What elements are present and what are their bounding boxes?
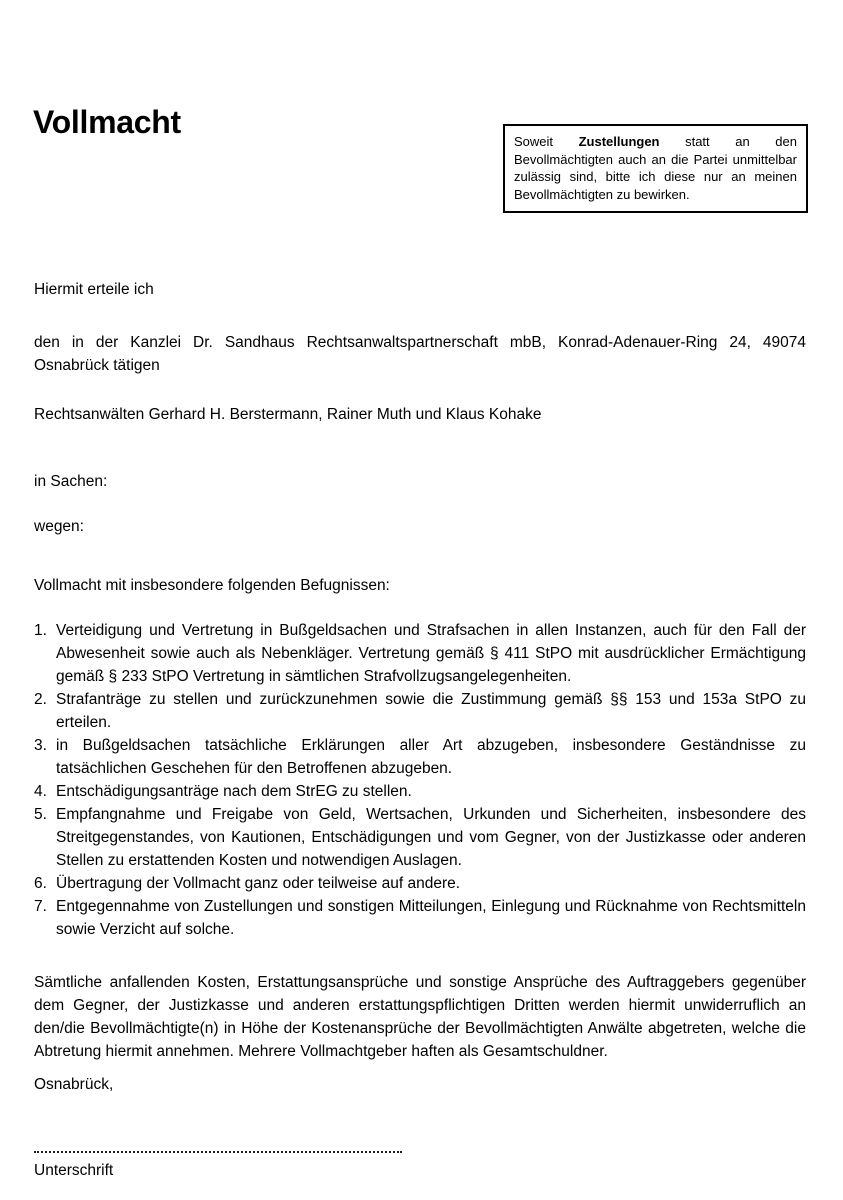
power-item bbox=[34, 688, 806, 734]
power-item bbox=[34, 619, 806, 688]
intro-line: Hiermit erteile ich bbox=[34, 281, 154, 298]
power-item-number: 3. bbox=[34, 737, 47, 754]
spacer bbox=[34, 426, 806, 470]
power-item-text: Strafanträge zu stellen und zurückzunehmen sowie die Zustimmung gemäß §§ 153 und 153a StPO zu erteilen. bbox=[56, 691, 806, 731]
spacer bbox=[34, 597, 806, 619]
spacer bbox=[34, 493, 806, 515]
power-item-text: Verteidigung und Vertretung in Bußgeldsachen und Strafsachen in allen Instanzen, auch für den Fall der Abwesenheit sowie auch als Nebenkläger. Vertretung gemäß § 411 StPO mit ausdrücklicher Ermächtigung gemäß § 233 StPO Vertretung in sämtlichen Strafvollzugsangelegenheiten. bbox=[56, 622, 806, 685]
power-item-text: Entschädigungsanträge nach dem StrEG zu stellen. bbox=[56, 783, 412, 800]
notice-prefix: Soweit bbox=[514, 134, 579, 149]
document-body bbox=[34, 278, 806, 1063]
powers-list bbox=[34, 619, 806, 941]
power-item-text: Übertragung der Vollmacht ganz oder teilweise auf andere. bbox=[56, 875, 461, 892]
page-title: Vollmacht bbox=[33, 104, 181, 141]
power-item-number: 6. bbox=[34, 875, 47, 892]
power-item-number: 1. bbox=[34, 622, 47, 639]
spacer bbox=[34, 377, 806, 403]
firm-address-line: den in der Kanzlei Dr. Sandhaus Rechtsanwaltspartnerschaft mbB, Konrad-Adenauer-Ring 24, 49074 Osnabrück tätigen bbox=[34, 334, 806, 374]
notice-emphasis: Zustellungen bbox=[578, 134, 660, 149]
spacer bbox=[34, 301, 806, 331]
signature-line bbox=[34, 1151, 402, 1153]
reason-label: wegen: bbox=[34, 518, 84, 535]
signature-city-line: Osnabrück, bbox=[34, 1076, 114, 1093]
power-item-number: 2. bbox=[34, 691, 47, 708]
matter-label: in Sachen: bbox=[34, 473, 108, 490]
spacer bbox=[34, 941, 806, 971]
power-item-text: Entgegennahme von Zustellungen und sonstigen Mitteilungen, Einlegung und Rücknahme von Rechtsmitteln sowie Verzicht auf solche. bbox=[56, 898, 806, 938]
power-item bbox=[34, 780, 806, 803]
power-item-text: Empfangnahme und Freigabe von Geld, Wertsachen, Urkunden und Sicherheiten, insbesondere des Streitgegenstandes, von Kautionen, Entschädigungen und vom Gegner, von der Justizkasse oder anderen Stellen zu erstattenden Kosten und notwendigen Auslagen. bbox=[56, 806, 806, 869]
zustellungen-notice-box bbox=[503, 124, 808, 213]
power-item-number: 5. bbox=[34, 806, 47, 823]
lawyers-line: Rechtsanwälten Gerhard H. Berstermann, Rainer Muth und Klaus Kohake bbox=[34, 406, 542, 423]
power-item bbox=[34, 803, 806, 872]
power-item-text: in Bußgeldsachen tatsächliche Erklärungen aller Art abzugeben, insbesondere Geständnisse zu tatsächlichen Geschehen für den Betroffenen abzugeben. bbox=[56, 737, 806, 777]
power-item bbox=[34, 734, 806, 780]
power-item-number: 4. bbox=[34, 783, 47, 800]
power-item bbox=[34, 872, 806, 895]
zustellungen-notice-text bbox=[514, 133, 797, 203]
signature-block bbox=[34, 1073, 806, 1182]
powers-heading: Vollmacht mit insbesondere folgenden Befugnissen: bbox=[34, 577, 390, 594]
spacer bbox=[34, 538, 806, 574]
notice-suffix: statt an den Bevollmächtigten auch an die Partei unmittelbar zulässig sind, bitte ich diese nur an meinen Bevollmächtigten zu bewirken. bbox=[514, 134, 797, 202]
power-item bbox=[34, 895, 806, 941]
power-item-number: 7. bbox=[34, 898, 47, 915]
assignment-paragraph: Sämtliche anfallenden Kosten, Erstattungsansprüche und sonstige Ansprüche des Auftraggebers gegenüber dem Gegner, der Justizkasse und anderen erstattungspflichtigen Dritten werden hiermit unwiderruflich an den/die Bevollmächtigte(n) in Höhe der Kostenansprüche der Bevollmächtigten Anwälte abgetreten, welche die Abtretung hiermit annehmen. Mehrere Vollmachtgeber haften als Gesamtschuldner. bbox=[34, 974, 806, 1060]
signature-label: Unterschrift bbox=[34, 1162, 114, 1179]
